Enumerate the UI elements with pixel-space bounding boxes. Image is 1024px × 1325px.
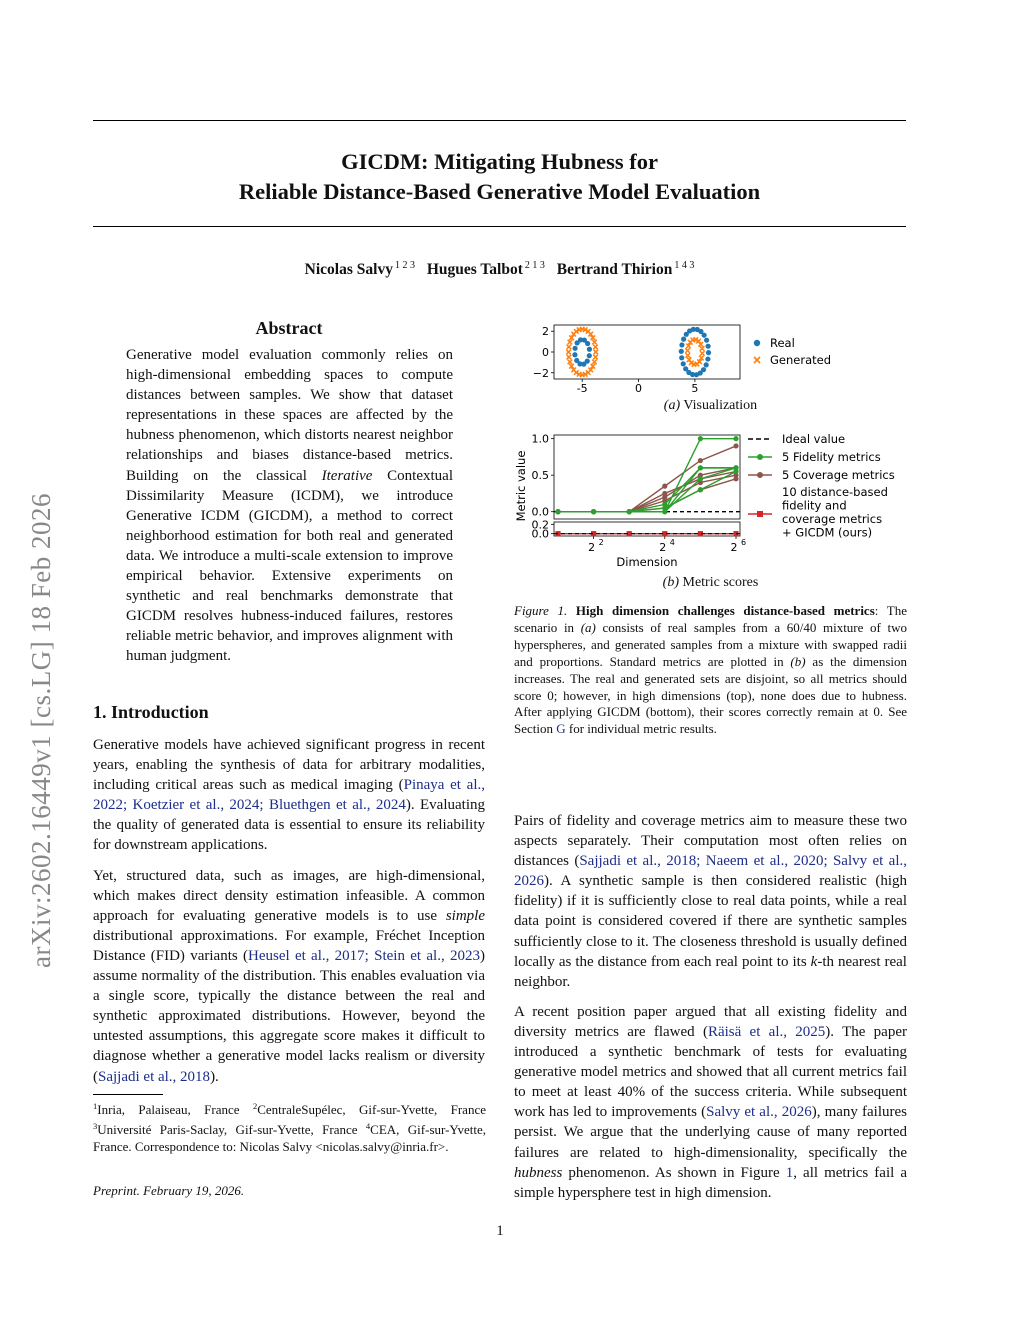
real-point [679,349,684,354]
x-tick-exponent: 2 [598,538,604,547]
coverage-point [662,484,667,489]
figure-caption: Figure 1. High dimension challenges distance-based metrics: The scenario in (a) consists of real samples from a 60/40 mixture of two hyperspheres, and generated samples from a mixture with swapped radii and proportions. Standard metrics are plotted in (b) as the dimension increases. The real and generated sets are disjoint, so all metrics should score 0; however, in high dimensions (top), none does due to hubness. After applying GICDM (bottom), their scores correctly remain at 0. See Section G for individual metric results. [514,603,908,737]
paragraph: A recent position paper argued that all existing fidelity and diversity metrics are flawed (Räisä et al., 2025). The paper introduced a synthetic benchmark of tests for evaluating generative model metrics and showed that all current metrics fail to meet at least 40% of the success criteria. While subsequent work has led to improvements (Salvy et al., 2026), many failures persist. We argue that the underlying cause of many reported failures are related to high-dimensionality, specifically the hubness phenomenon. As shown in Figure 1, all metrics fail a simple hypersphere test in high dimension. [514,1003,908,1201]
generated-point [685,353,690,358]
fidelity-point [733,436,738,441]
real-point [704,362,709,367]
real-point [585,341,590,346]
generated-point [592,360,597,365]
x-tick-exponent: 4 [669,538,675,547]
generated-point [567,355,572,360]
title-rule-bottom [93,226,906,227]
legend-coverage-marker [757,472,763,478]
coverage-point [733,443,738,448]
fidelity-point [662,505,667,510]
generated-point [593,345,598,350]
real-point [705,356,710,361]
generated-point [567,345,572,350]
fidelity-point [698,487,703,492]
abstract-heading: Abstract [255,318,323,338]
x-axis-label: Dimension [616,555,678,569]
x-tick-label: 0 [635,382,643,395]
generated-point [700,351,705,356]
legend-real-marker [754,340,760,346]
author: Hugues Talbot $^{2 1 3}$ [426,260,545,278]
citation-link[interactable]: Heusel et al., 2017; Stein et al., 2023 [248,947,480,964]
section-heading-introduction: 1. Introduction [93,702,209,722]
real-point [704,338,709,343]
paragraph: Pairs of fidelity and coverage metrics aim to measure these two aspects separately. Their computation most often relies on distances (Sajjadi et al., 2018; Naeem et al., 2020; Salvy et al., 2026). A synthetic sample is then considered realistic (high fidelity) if it is sufficiently close to real data points, while a real data point is considered covered if there are synthetic samples sufficiently close to it. The closeness threshold is usually defined locally as the distance from each real point to its k-th nearest real neighbor. [514,813,907,990]
y-tick-label: 0.2 [531,518,549,532]
generated-point [568,340,573,345]
legend-gicdm-label: coverage metrics [782,512,883,526]
citation-link[interactable]: Sajjadi et al., 2018; Naeem et al., 2020; Salvy et al., 2026 [514,853,907,890]
generated-point [592,340,597,345]
affiliation-footnote: $^1$Inria, Palaiseau, France $^2$CentraleSupélec, Gif-sur-Yvette, France $^3$Université Paris-Saclay, Gif-sur-Yvette, France $^4$CEA, Gif-sur-Yvette, France. Correspondence to: Nicolas Salvy <nicolas.salvy@inria.fr>. [93,1101,487,1154]
author: Bertrand Thirion $^{1 4 3}$ [556,260,695,278]
generated-point [594,350,599,355]
subcaption-a: (a) Visualization [663,398,758,413]
real-point [706,344,711,349]
legend-real-label: Real [770,336,795,350]
y-tick-label: 0.0 [531,505,549,519]
legend-coverage-label: 5 Coverage metrics [782,468,895,482]
right-column-text [514,811,907,1213]
fidelity-point [555,509,560,514]
legend-fidelity-label: 5 Fidelity metrics [782,450,881,464]
x-tick-label: 2 [730,541,738,554]
figure-link[interactable]: 1 [785,1164,794,1181]
subcaption-b: (b) Metric scores [662,575,759,590]
y-tick-label: 0.0 [531,527,549,541]
preprint-note: Preprint. February 19, 2026. [93,1183,245,1198]
arxiv-stamp: arXiv:2602.16449v1 [cs.LG] 18 Feb 2026 [26,493,56,968]
fidelity-line [558,439,736,512]
page-number: 1 [496,1223,504,1239]
fidelity-point [698,465,703,470]
generated-point [593,355,598,360]
generated-point [700,346,705,351]
y-tick-label: 0.5 [531,469,549,483]
fidelity-point [698,436,703,441]
real-point [702,333,707,338]
generated-point [568,360,573,365]
fidelity-point [627,509,632,514]
x-tick-label: 2 [588,541,596,554]
abstract-text: Generative model evaluation commonly relies on high-dimensional embedding spaces to compute distances between samples. We show that dataset representations in these spaces are affected by the hubness phenomenon, which distorts nearest neighbor relationships and biases distance-based metrics. Building on the classical Iterative Contextual Dissimilarity Measure (ICDM), we introduce Generative ICDM (GICDM), a method to correct neighborhood estimation for both real and generated data. We introduce a multi-scale extension to improve empirical behavior. Extensive experiments on synthetic and real benchmarks demonstrate that GICDM resolves hubness-induced failures, restores reliable metric behavior, and improves alignment with human judgment. [126,347,454,665]
generated-point [566,350,571,355]
fidelity-point [591,509,596,514]
legend-generated-label: Generated [770,353,832,367]
coverage-line [558,475,736,512]
citation-link[interactable]: Salvy et al., 2026 [706,1104,812,1121]
paper-title-line1: GICDM: Mitigating Hubness for [341,149,658,174]
citation-link[interactable]: Pinaya et al., 2022; Koetzier et al., 2024; Bluethgen et al., 2024 [93,777,485,814]
legend-gicdm-label: 10 distance-based [782,485,888,499]
real-point [679,342,684,347]
citation-link[interactable]: Räisä et al., 2025 [707,1023,826,1040]
legend-gicdm-label: fidelity and [782,498,847,513]
fidelity-point [733,469,738,474]
figure-metric-scores-chart [514,424,907,572]
paragraph: Yet, structured data, such as images, are high-dimensional, which makes direct density estimation infeasible. A common approach for evaluating generative models is to use simple distributional approximations. For example, Fréchet Inception Distance (FID) variants (Heusel et al., 2017; Stein et al., 2023) assume normality of the distribution. This enables evaluation via a single score, typically the distance between the real and synthetic approximated distributions. However, beyond the untested assumptions, this aggregate score makes it difficult to diagnose whether a generative model lacks realism or diversity (Sajjadi et al., 2018). [93,867,485,1085]
real-point [587,353,592,358]
real-point [574,358,579,363]
figure-visualization-chart [514,318,907,396]
real-point [572,352,577,357]
real-point [681,361,686,366]
legend-fidelity-marker [757,454,763,460]
x-tick-label: -5 [576,382,588,395]
y-axis-label: Metric value [514,450,528,522]
legend-gicdm-label: + GICDM (ours) [782,525,873,540]
real-point [706,350,711,355]
real-point [679,355,684,360]
intro-text [93,735,485,1097]
y-tick-label: 1.0 [531,432,549,446]
section-link[interactable]: G [556,721,566,737]
legend-generated-marker [754,357,760,363]
coverage-line [558,468,736,512]
real-point [681,337,686,342]
footnote-rule [93,1094,163,1095]
author: Nicolas Salvy $^{1 2 3}$ [304,260,415,278]
x-tick-label: 5 [691,382,699,395]
legend-ideal-label: Ideal value [782,432,846,446]
real-point [683,366,688,371]
real-point [572,346,577,351]
citation-link[interactable]: Sajjadi et al., 2018 [98,1068,211,1085]
y-tick-label: 2 [542,325,549,339]
y-tick-label: −2 [532,366,549,380]
generated-point [685,348,690,353]
x-tick-exponent: 6 [741,538,747,547]
title-rule-top [93,120,906,121]
y-tick-label: 0 [542,346,549,359]
real-point [587,347,592,352]
coverage-point [733,476,738,481]
legend-gicdm-marker [757,511,763,517]
coverage-point [698,458,703,463]
paper-title-line2: Reliable Distance-Based Generative Model Evaluation [238,179,761,204]
x-tick-label: 2 [659,541,667,554]
paragraph: Generative models have achieved significant progress in recent years, enabling the synthesis of data for arbitrary modalities, including critical areas such as medical imaging (Pinaya et al., 2022; Koetzier et al., 2024; Bluethgen et al., 2024). Evaluating the quality of generated data is essential to ensure its reliability for downstream applications. [93,737,485,854]
author-list [93,260,906,279]
fidelity-point [698,476,703,481]
plot-frame [554,325,740,379]
